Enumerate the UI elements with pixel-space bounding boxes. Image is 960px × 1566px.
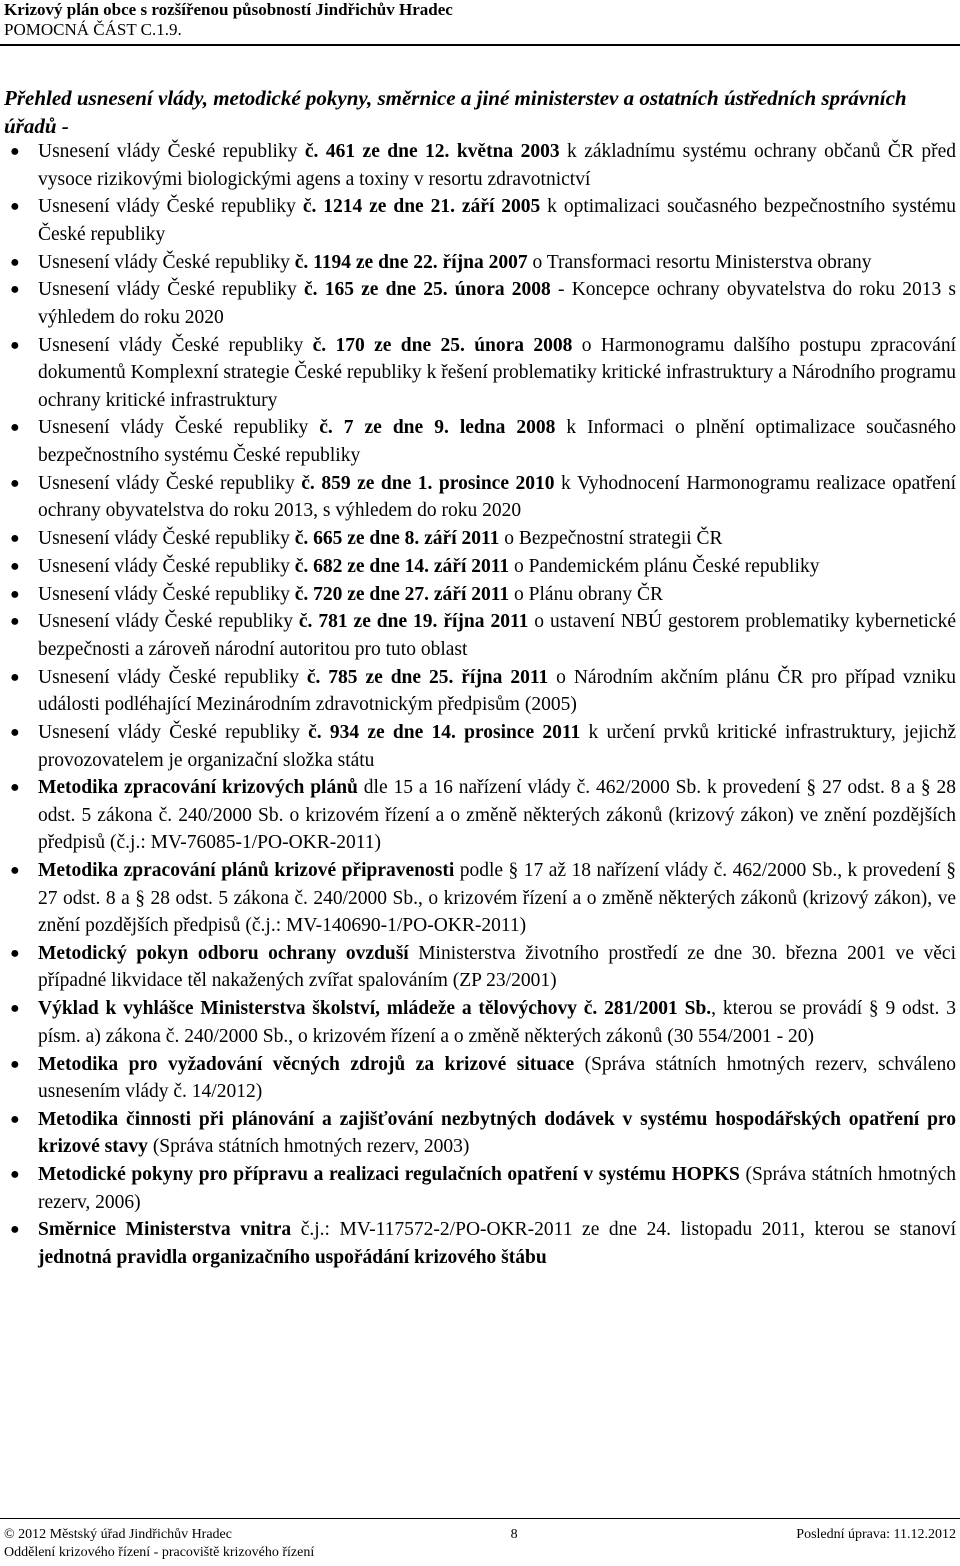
- section-title: Přehled usnesení vlády, metodické pokyny, směrnice a jiné ministerstev a ostatních ústředních správních úřadů -: [4, 86, 907, 138]
- list-item-bold-text: č. 461 ze dne 12. května 2003: [304, 141, 560, 162]
- list-item: [4, 332, 956, 415]
- list-item-text: (Správa státních hmotných rezerv, 2003): [147, 1136, 470, 1158]
- list-item: [4, 1051, 956, 1106]
- footer-copyright: © 2012 Městský úřad Jindřichův Hradec: [4, 1527, 232, 1542]
- list-item-text: o Transformaci resortu Ministerstva obrany: [527, 251, 872, 273]
- bullet-icon: ●: [10, 779, 20, 797]
- bullet-icon: ●: [10, 1221, 20, 1239]
- list-item-text: o Bezpečnostní strategii ČR: [499, 528, 723, 550]
- list-item-text: - Koncepce ochrany obyvatelstva do roku 2013 s výhledem do roku 2020: [38, 279, 957, 328]
- list-item-bold-text: Výklad k vyhlášce Ministerstva školství, mládeže a tělovýchovy č. 281/2001 Sb.: [38, 998, 712, 1020]
- list-item-bold-text: Metodika zpracování krizových plánů: [38, 777, 358, 799]
- list-item: [4, 414, 956, 469]
- bullet-icon: ●: [10, 557, 20, 575]
- list-item-bold-text: č. 7 ze dne 9. ledna 2008: [319, 417, 556, 439]
- list-item: [4, 1161, 956, 1216]
- bullet-icon: ●: [10, 862, 20, 880]
- document-title: Krizový plán obce s rozšířenou působností Jindřichův Hradec: [4, 0, 453, 19]
- footer-rule: [0, 1518, 960, 1519]
- list-item: [4, 193, 956, 248]
- list-item-text: Usnesení vlády České republiky: [38, 334, 313, 356]
- list-item-text: Usnesení vlády České republiky: [38, 555, 295, 577]
- list-item-text: Usnesení vlády České republiky: [38, 196, 303, 218]
- list-item-text: č.j.: MV-117572-2/PO-OKR-2011 ze dne 24. listopadu 2011, kterou se stanoví: [291, 1219, 957, 1241]
- list-item-text: k optimalizaci současného bezpečnostního systému České republiky: [38, 196, 957, 245]
- list-item-text: (Správa státních hmotných rezerv, 2006): [38, 1164, 956, 1213]
- list-item-bold-text: č. 665 ze dne 8. září 2011: [294, 528, 500, 550]
- bullet-icon: ●: [10, 419, 20, 437]
- footer-department: Oddělení krizového řízení - pracoviště krizového řízení: [4, 1545, 315, 1560]
- list-item-bold-text: č. 1214 ze dne 21. září 2005: [302, 196, 541, 218]
- bullet-icon: ●: [10, 143, 20, 160]
- list-item: [4, 857, 956, 940]
- bullet-icon: ●: [10, 474, 20, 492]
- list-item: [4, 664, 956, 719]
- bullet-icon: ●: [10, 1000, 20, 1018]
- list-item-bold-text: č. 859 ze dne 1. prosince 2010: [301, 472, 555, 494]
- list-item-text: k určení prvků kritické infrastruktury, jejichž provozovatelem je organizační složka státu: [38, 722, 956, 771]
- list-item-bold-text: č. 720 ze dne 27. září 2011: [294, 583, 510, 605]
- document-header: [4, 0, 453, 40]
- list-item: [4, 608, 956, 663]
- list-item-text: k základnímu systému ochrany občanů ČR před vysoce rizikovými biologickými agens a toxiny v resortu zdravotnictví: [38, 141, 956, 190]
- bullet-icon: ●: [10, 1055, 20, 1073]
- list-item-text: Usnesení vlády České republiky: [38, 722, 309, 744]
- list-item-text: , kterou se provádí § 9 odst. 3 písm. a) zákona č. 240/2000 Sb., o krizovém řízení a o změně některých zákonů (30 554/2001 - 20): [38, 998, 956, 1047]
- list-item-bold-text: Metodické pokyny pro přípravu a realizaci regulačních opatření v systému HOPKS: [38, 1164, 740, 1186]
- list-item-bold-text: č. 785 ze dne 25. října 2011: [306, 666, 549, 688]
- list-item-text: Usnesení vlády České republiky: [38, 611, 299, 633]
- list-item-text: k Vyhodnocení Harmonogramu realizace opatření ochrany obyvatelstva do roku 2013, s výhledem do roku 2020: [38, 472, 957, 522]
- page-footer: [4, 1526, 956, 1562]
- list-item: [4, 719, 956, 774]
- list-item-text: Usnesení vlády České republiky: [38, 472, 302, 494]
- list-item-bold-text: č. 165 ze dne 25. února 2008: [303, 279, 551, 301]
- list-item: [4, 995, 956, 1050]
- list-item-bold-text: jednotná pravidla organizačního uspořádání krizového štábu: [38, 1246, 547, 1268]
- list-item-text: dle 15 a 16 nařízení vlády č. 462/2000 Sb. k provedení § 27 odst. 8 a § 28 odst. 5 zákona č. 240/2000 Sb. o krizovém řízení a o změně některých zákonů (krizový zákon) ve znění pozdějších předpisů (č.j.: MV-76085-1/PO-OKR-2011): [38, 777, 956, 854]
- header-rule: [0, 44, 960, 46]
- bullet-icon: ●: [10, 585, 20, 603]
- footer-page-number: 8: [510, 1527, 518, 1542]
- list-item-text: Usnesení vlády České republiky: [38, 251, 295, 273]
- list-item: [4, 276, 956, 331]
- bullet-icon: ●: [10, 281, 20, 299]
- regulation-list: [4, 138, 956, 1271]
- list-item-text: Usnesení vlády České republiky: [38, 279, 304, 301]
- list-item: [4, 470, 956, 525]
- list-item-text: k Informaci o plnění optimalizace současného bezpečnostního systému České republiky: [38, 417, 957, 466]
- list-item-text: (Správa státních hmotných rezerv, schváleno usnesením vlády č. 14/2012): [38, 1053, 956, 1103]
- document-subtitle: POMOCNÁ ČÁST C.1.9.: [4, 20, 182, 39]
- list-item: [4, 1216, 956, 1271]
- list-item-text: Usnesení vlády České republiky: [38, 583, 295, 605]
- bullet-icon: ●: [10, 253, 20, 271]
- list-item: [4, 138, 956, 193]
- list-item-text: Usnesení vlády České republiky: [38, 417, 320, 439]
- list-item: [4, 940, 956, 995]
- bullet-icon: ●: [10, 724, 20, 742]
- list-item-bold-text: č. 781 ze dne 19. října 2011: [298, 611, 529, 633]
- list-item-text: o Pandemickém plánu České republiky: [509, 555, 820, 577]
- list-item: [4, 581, 956, 609]
- footer-last-update: Poslední úprava: 11.12.2012: [796, 1527, 956, 1542]
- list-item-text: Usnesení vlády České republiky: [38, 666, 307, 688]
- list-item: [4, 249, 956, 277]
- list-item-text: Ministerstva životního prostředí ze dne 30. března 2001 ve věci případné likvidace těl nakažených zvířat spalováním (ZP 23/2001): [38, 942, 956, 992]
- list-item: [4, 525, 956, 553]
- list-item-bold-text: Metodika zpracování plánů krizové připravenosti: [38, 860, 455, 882]
- bullet-icon: ●: [10, 1110, 20, 1128]
- list-item-text: o Plánu obrany ČR: [509, 583, 664, 605]
- list-item-bold-text: Směrnice Ministerstva vnitra: [38, 1219, 292, 1241]
- list-item-text: o Národním akčním plánu ČR pro případ vzniku události podléhající Mezinárodním zdravotnickým předpisům (2005): [38, 666, 956, 716]
- list-item-bold-text: Metodika pro vyžadování věcných zdrojů za krizové situace: [38, 1053, 575, 1075]
- bullet-icon: ●: [10, 198, 20, 216]
- bullet-icon: ●: [10, 944, 20, 962]
- list-item-bold-text: č. 1194 ze dne 22. října 2007: [294, 251, 528, 273]
- bullet-icon: ●: [10, 336, 20, 354]
- list-item-text: o Harmonogramu dalšího postupu zpracování dokumentů Komplexní strategie České republiky k řešení problematiky kritické infrastruktury a Národního programu ochrany kritické infrastruktury: [38, 334, 957, 411]
- list-item-text: podle § 17 až 18 nařízení vlády č. 462/2000 Sb., k provedení § 27 odst. 8 a § 28 odst. 5 zákona č. 240/2000 Sb., o krizovém řízení a o změně některých zákonů (krizový zákon), ve znění pozdějších předpisů (č.j.: MV-140690-1/PO-OKR-2011): [38, 860, 956, 937]
- list-item-bold-text: č. 170 ze dne 25. února 2008: [312, 334, 573, 356]
- list-item-text: o ustavení NBÚ gestorem problematiky kybernetické bezpečnosti a zároveň národní autoritou pro tuto oblast: [38, 611, 956, 660]
- list-item: [4, 1106, 956, 1161]
- list-item: [4, 774, 956, 857]
- list-item-bold-text: Metodika činnosti při plánování a zajišťování nezbytných dodávek v systému hospodářských opatření pro krizové stavy: [38, 1108, 956, 1158]
- list-item-text: Usnesení vlády České republiky: [38, 528, 295, 550]
- list-item: [4, 553, 956, 581]
- bullet-icon: ●: [10, 1166, 20, 1184]
- bullet-icon: ●: [10, 530, 20, 548]
- bullet-icon: ●: [10, 613, 20, 631]
- list-item-bold-text: č. 934 ze dne 14. prosince 2011: [308, 722, 581, 744]
- list-item-bold-text: Metodický pokyn odboru ochrany ovzduší: [38, 942, 409, 964]
- bullet-icon: ●: [10, 668, 20, 686]
- list-item-text: Usnesení vlády České republiky: [38, 141, 305, 162]
- list-item-bold-text: č. 682 ze dne 14. září 2011: [294, 555, 510, 577]
